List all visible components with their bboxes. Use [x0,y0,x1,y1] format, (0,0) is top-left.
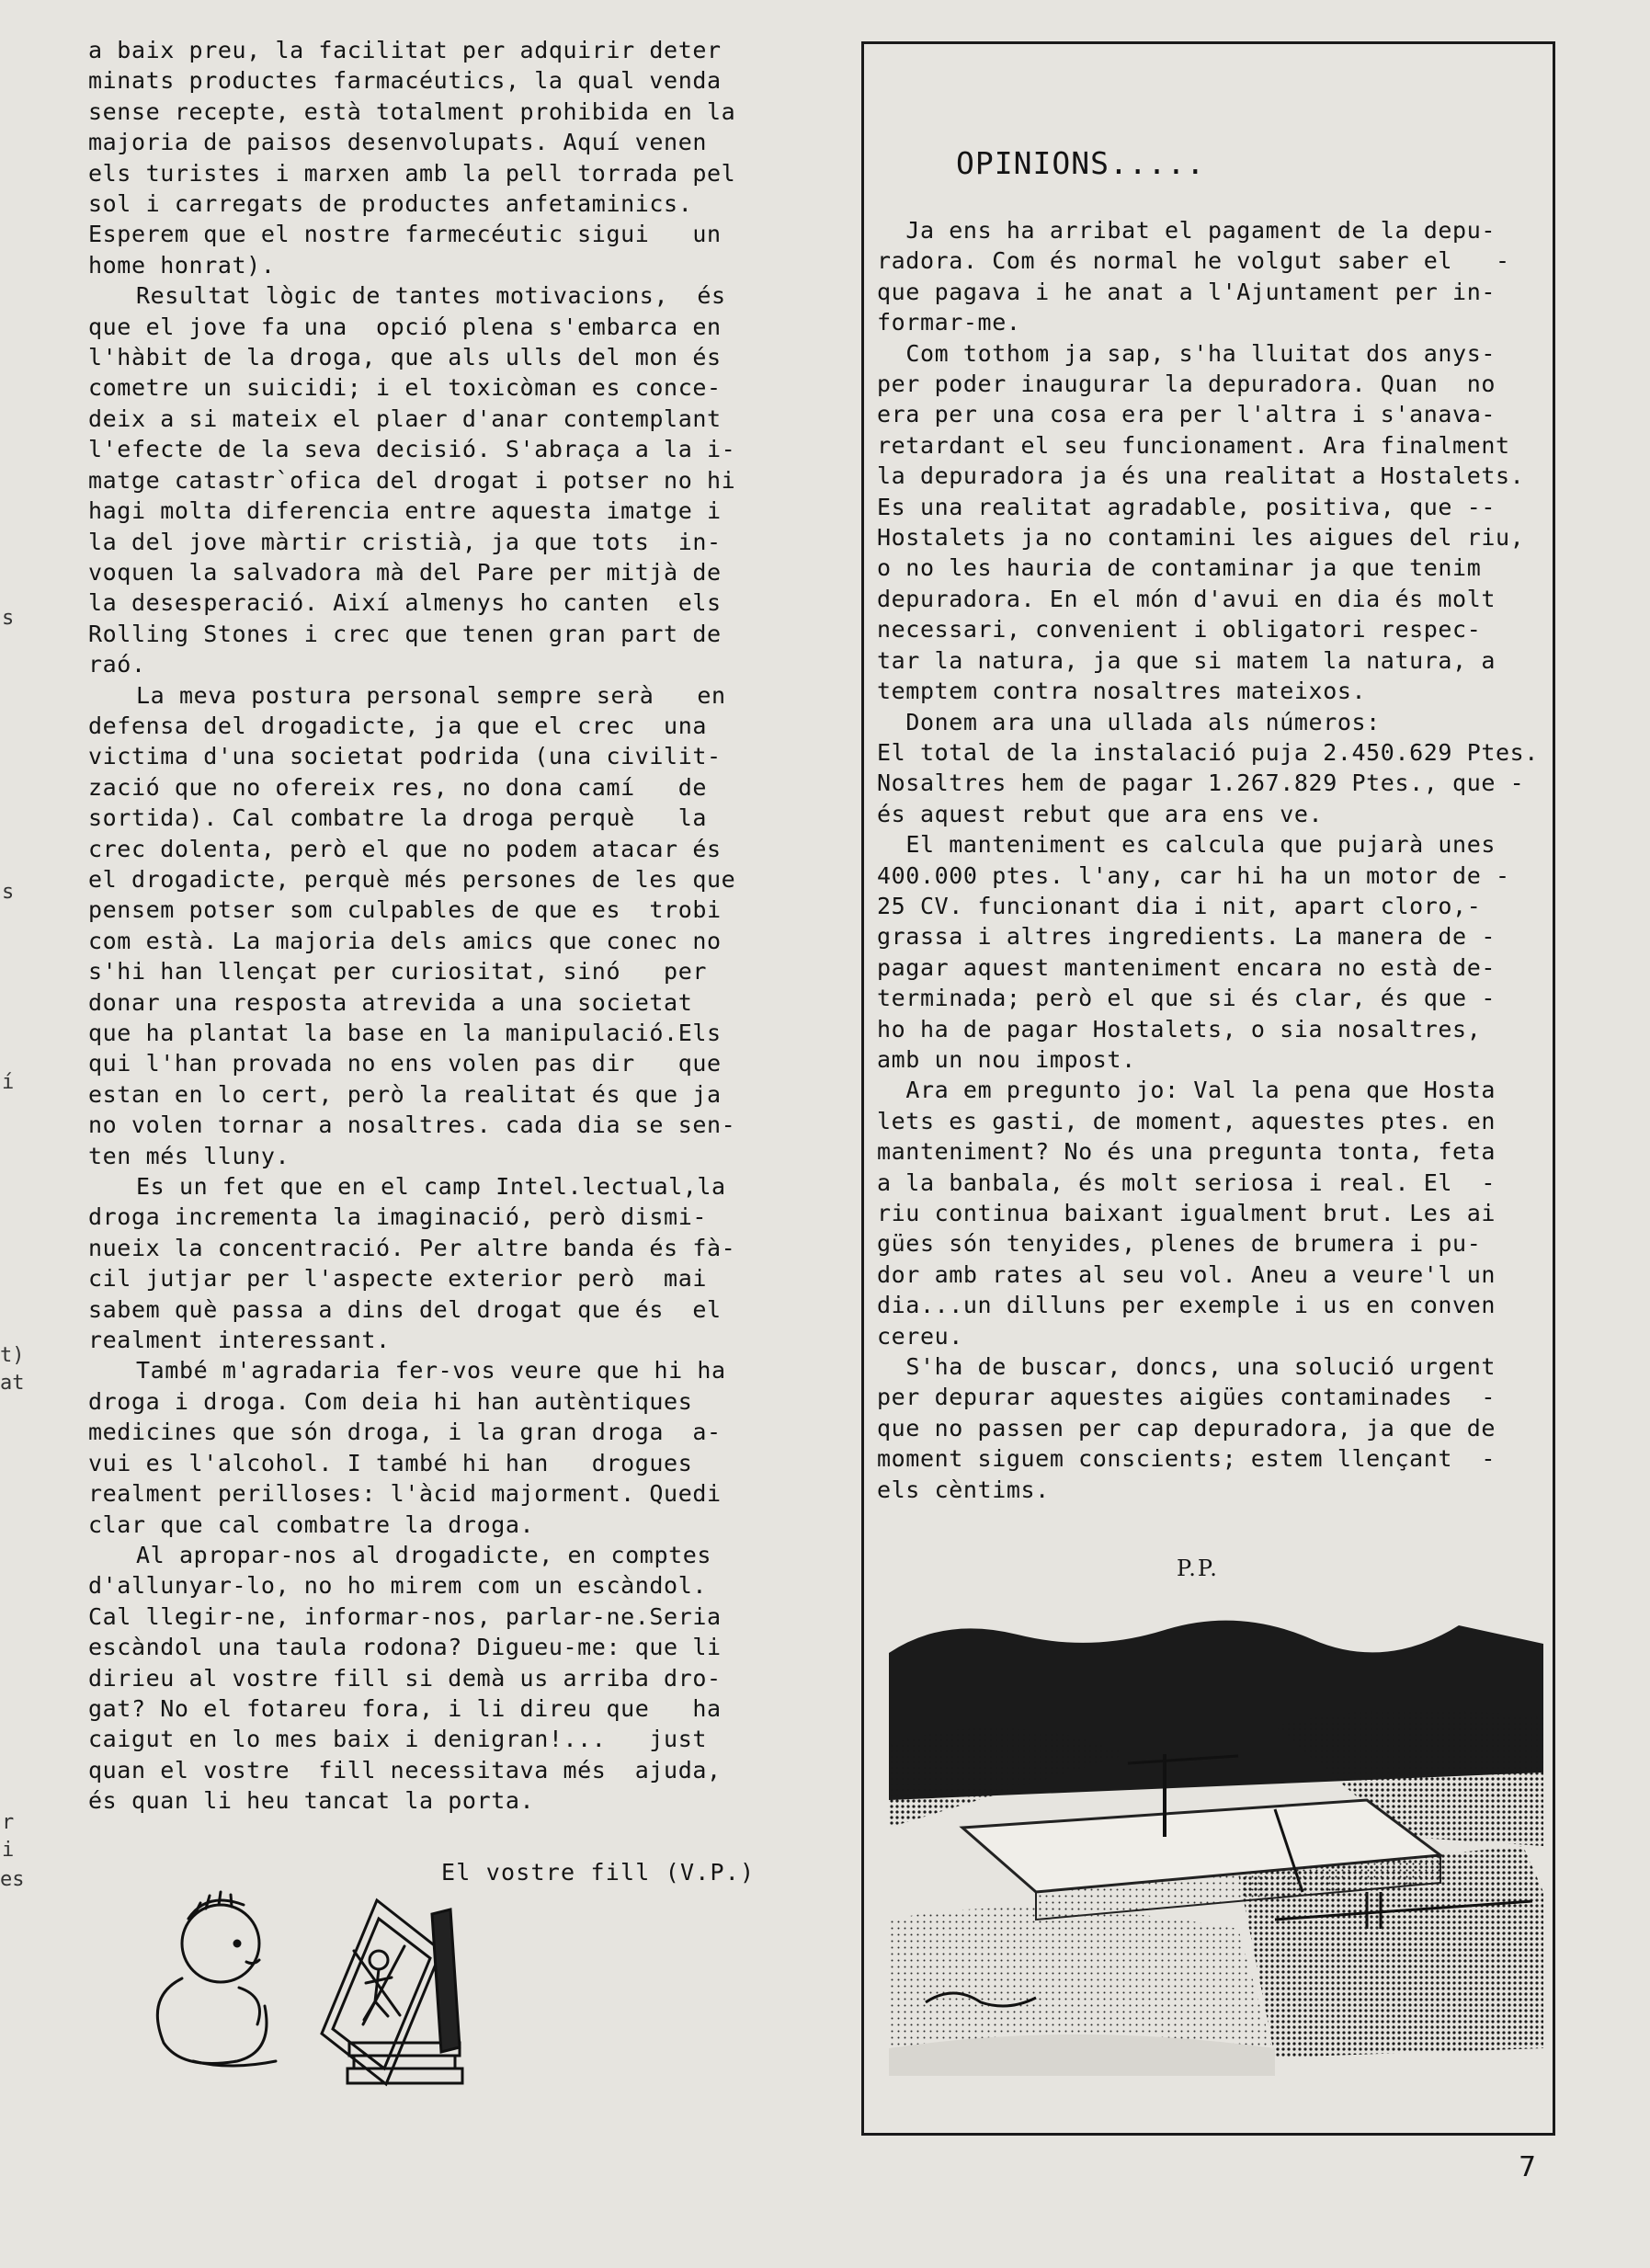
paragraph: Ara em pregunto jo: Val la pena que Hosta lets es gasti, de moment, aquestes ptes. en manteniment? No és una pregunta tonta, feta a la banbala, és molt seriosa i real. El - riu continua baixant igualment brut. Les ai gües són tenyides, plenes de brumera i pu- dor amb rates al seu vol. Aneu a veure'l un dia...un dilluns per exemple i us en conven cereu. [877,1077,1496,1350]
opinions-box [861,41,1555,2136]
paragraph: El manteniment es calcula que pujarà unes 400.000 ptes. l'any, car hi ha un motor de - 25 CV. funcionant dia i nit, apart cloro,- grassa i altres ingredients. La manera de - pagar aquest manteniment encara no està de- terminada; però el que si és clar, és que - ho ha de pagar Hostalets, o sia nosaltres, amb un nou impost. [877,831,1510,1073]
left-article-signature: El vostre fill (V.P.) [441,1859,756,1886]
paragraph: Ja ens ha arribat el pagament de la depu- radora. Com és normal he volgut saber el - que pagava i he anat a l'Ajuntament per in- formar-me. [877,217,1510,336]
paragraph: Donem ara una ullada als números: El total de la instalació puja 2.450.629 Ptes. Nosaltres hem de pagar 1.267.829 Ptes., que - és aquest rebut que ara ens ve. [877,708,1539,827]
margin-mark: s [2,607,15,630]
margin-mark: í [2,1071,15,1094]
margin-mark: es [0,1868,25,1891]
margin-mark: t) [0,1344,25,1367]
child-cartoon-illustration [138,1877,506,2089]
paragraph: La meva postura personal sempre serà en defensa del drogadicte, ja que el crec una victima d'una societat podrida (una civilit- zació que no ofereix res, no dona camí de sortida). Cal combatre la droga perquè la crec dolenta, però el que no podem atacar és el drogadicte, perquè més persones de les que pensem potser som culpables de que es trobi com està. La majoria dels amics que conec no s'hi han llençat per curiositat, sinó per donar una resposta atrevida a una societat que ha plantat la base en la manipulació.Els qui l'han provada no ens volen pas dir que estan en lo cert, però la realitat és que ja no volen tornar a nosaltres. cada dia se sen- ten més lluny. [88,681,736,1169]
paragraph: Es un fet que en el camp Intel.lectual,la droga incrementa la imaginació, però dismi- nueix la concentració. Per altre banda és fà- cil jutjar per l'aspecte exterior però mai sabem què passa a dins del drogat que és el realment interessant. [88,1173,736,1354]
treatment-plant-photo [889,1616,1543,2076]
paragraph: Resultat lògic de tantes motivacions, és que el jove fa una opció plena s'embarca en l'hàbit de la droga, que als ulls del mon és cometre un suicidi; i el toxicòman es conce- deix a si mateix el plaer d'anar contemplant l'efecte de la seva decisió. S'abraça a la i- matge catastr`ofica del drogat i potser no hi hagi molta diferencia entre aquesta imatge i la del jove màrtir cristià, ja que tots in- voquen la salvadora mà del Pare per mitjà de la desesperació. Així almenys ho canten els Rolling Stones i crec que tenen gran part de raó. [88,282,736,678]
opinions-signature: P.P. [1177,1556,1219,1581]
paragraph: Com tothom ja sap, s'ha lluitat dos anys- per poder inaugurar la depuradora. Quan no era per una cosa era per l'altra i s'anava- retardant el seu funcionament. Ara finalment la depuradora ja és una realitat a Hostalets. Es una realitat agradable, positiva, que -- Hostalets ja no contamini les aigues del riu, o no les hauria de contaminar ja que tenim depuradora. En el món d'avui en dia és molt necessari, convenient i obligatori respec- tar la natura, ja que si matem la natura, a temptem contra nosaltres mateixos. [877,339,1525,705]
paragraph: També m'agradaria fer-vos veure que hi ha droga i droga. Com deia hi han autèntiques medicines que són droga, i la gran droga a- vui es l'alcohol. I també hi han drogues realment perilloses: l'àcid majorment. Quedi clar que cal combatre la droga. [88,1357,726,1538]
margin-mark: i [2,1839,15,1862]
opinions-title: OPINIONS..... [956,145,1206,181]
margin-mark: at [0,1372,25,1395]
paragraph: S'ha de buscar, doncs, una solució urgent per depurar aquestes aigües contaminades - que no passen per cap depuradora, ja que de moment siguem conscients; estem llençant - els cèntims. [877,1353,1496,1503]
margin-mark: r [2,1811,15,1834]
margin-mark: s [2,881,15,904]
left-article [88,35,778,1817]
opinions-body [877,215,1553,1505]
paragraph: a baix preu, la facilitat per adquirir deter minats productes farmacéutics, la qual venda sense recepte, està totalment prohibida en la majoria de paisos desenvolupats. Aquí venen els turistes i marxen amb la pell torrada pel sol i carregats de productes anfetaminics. Esperem que el nostre farmecéutic sigui un home honrat). [88,37,736,279]
paragraph: Al apropar-nos al drogadicte, en comptes d'allunyar-lo, no ho mirem com un escàndol. Cal llegir-ne, informar-nos, parlar-ne.Seria escàndol una taula rodona? Digueu-me: que li dirieu al vostre fill si demà us arriba dro- gat? No el fotareu fora, i li direu que ha caigut en lo mes baix i denigran!... just quan el vostre fill necessitava més ajuda, és quan li heu tancat la porta. [88,1541,722,1815]
page-number: 7 [1519,2151,1537,2183]
